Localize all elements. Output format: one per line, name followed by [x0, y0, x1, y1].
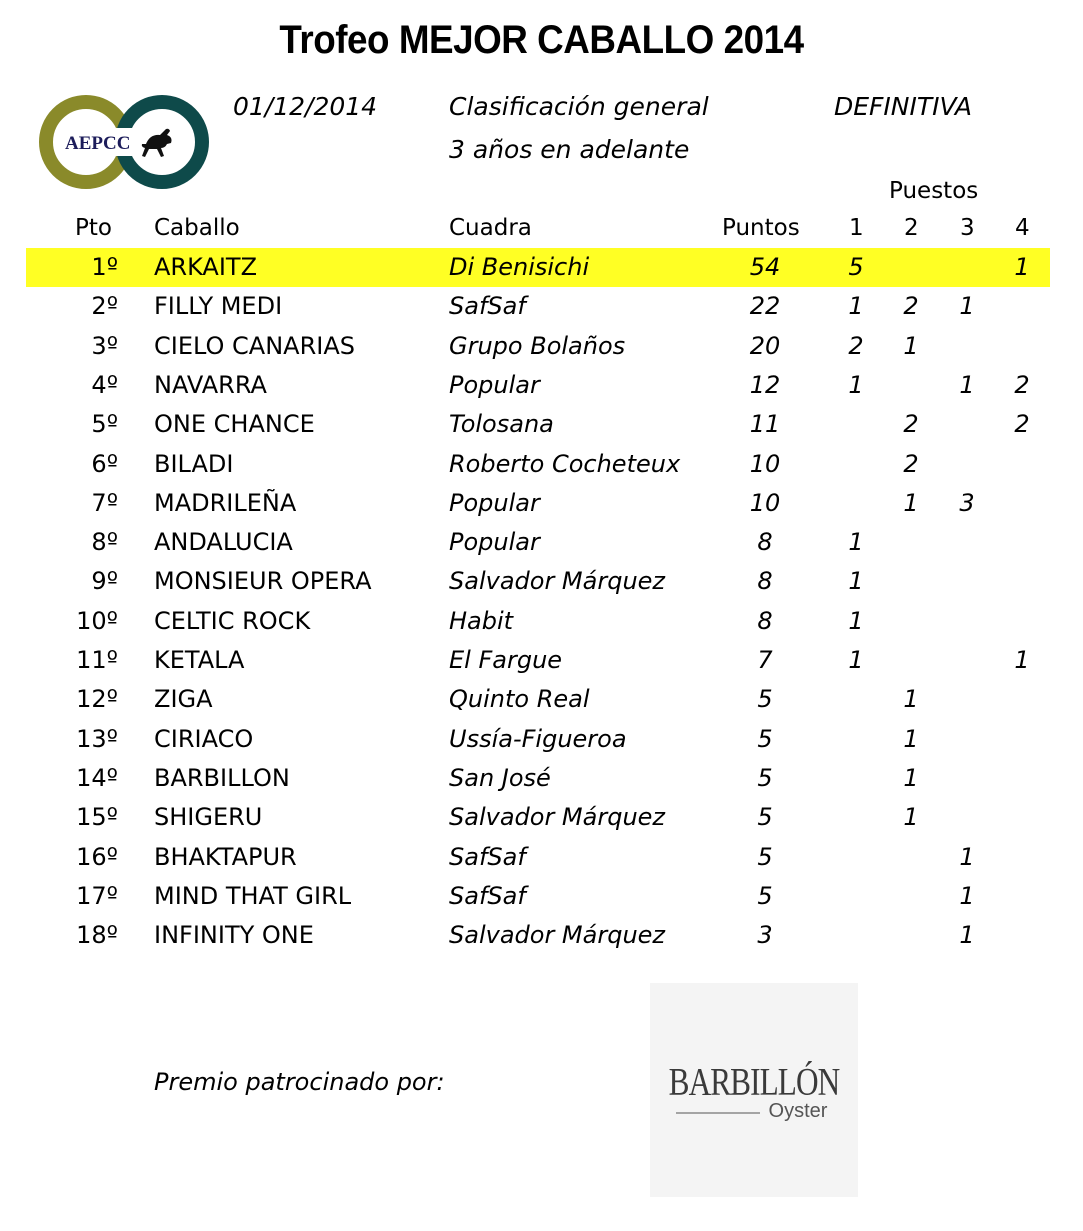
table-row [0, 484, 1083, 523]
cell-pto: 14º [76, 763, 118, 792]
cell-caballo: BILADI [154, 449, 234, 478]
cell-p1: 1 [848, 567, 864, 596]
cell-p3: 1 [959, 921, 975, 950]
cell-p4: 2 [1014, 370, 1030, 399]
status-label: DEFINITIVA [834, 92, 973, 121]
cell-cuadra: Salvador Márquez [449, 567, 666, 596]
puestos-header: Puestos [889, 178, 979, 204]
cell-puntos: 5 [757, 803, 773, 832]
cell-pto: 16º [76, 842, 118, 871]
cell-p1: 5 [848, 253, 864, 281]
cell-cuadra: El Fargue [449, 646, 563, 674]
cell-caballo: MIND THAT GIRL [154, 881, 352, 910]
cell-cuadra: Quinto Real [449, 685, 590, 714]
cell-caballo: BHAKTAPUR [154, 842, 297, 871]
table-row [0, 798, 1083, 837]
table-row [0, 287, 1083, 326]
classification-label: Clasificación general [449, 92, 709, 121]
cell-caballo: CIELO CANARIAS [154, 331, 355, 360]
table-row [0, 562, 1083, 601]
sponsor-logo-line2: Oyster [768, 1100, 828, 1122]
cell-pto: 18º [76, 921, 118, 950]
cell-puntos: 10 [749, 449, 781, 478]
cell-p2: 1 [903, 763, 919, 792]
table-row [0, 327, 1083, 366]
cell-caballo: ONE CHANCE [154, 410, 315, 439]
cell-cuadra: Salvador Márquez [449, 803, 666, 832]
cell-p1: 1 [848, 370, 864, 399]
cell-caballo: BARBILLON [154, 763, 290, 792]
cell-p1: 2 [848, 331, 864, 360]
cell-cuadra: Salvador Márquez [449, 921, 666, 950]
aepcc-logo-text: AEPCC [65, 133, 131, 154]
cell-puntos: 8 [757, 528, 773, 557]
cell-puntos: 10 [749, 488, 781, 517]
table-row [0, 405, 1083, 444]
cell-p2: 2 [903, 410, 919, 439]
cell-p3: 1 [959, 292, 975, 321]
cell-p3: 1 [959, 881, 975, 910]
cell-pto: 9º [91, 567, 118, 596]
cell-cuadra: SafSaf [449, 292, 526, 321]
cell-caballo: MONSIEUR OPERA [154, 567, 372, 596]
cell-caballo: ANDALUCIA [154, 528, 293, 557]
cell-p1: 1 [848, 606, 864, 635]
cell-pto: 5º [91, 410, 118, 439]
cell-pto: 3º [91, 331, 118, 360]
table-row [0, 680, 1083, 719]
cell-puntos: 8 [757, 606, 773, 635]
cell-caballo: ARKAITZ [154, 253, 258, 281]
cell-puntos: 5 [757, 763, 773, 792]
cell-caballo: ZIGA [154, 685, 213, 714]
sponsor-logo [650, 983, 858, 1197]
cell-cuadra: SafSaf [449, 842, 526, 871]
cell-p1: 1 [848, 292, 864, 321]
cell-pto: 2º [91, 292, 118, 321]
cell-p2: 1 [903, 803, 919, 832]
puesto-2-header: 2 [904, 215, 919, 241]
cell-cuadra: SafSaf [449, 881, 526, 910]
cell-pto: 15º [76, 803, 118, 832]
cell-p2: 1 [903, 488, 919, 517]
cell-puntos: 8 [757, 567, 773, 596]
cell-p4: 1 [1014, 646, 1030, 674]
cell-puntos: 5 [757, 881, 773, 910]
cell-pto: 12º [76, 685, 118, 714]
cell-puntos: 3 [757, 921, 773, 950]
cell-pto: 13º [76, 724, 118, 753]
cell-cuadra: Grupo Bolaños [449, 331, 626, 360]
cell-caballo: NAVARRA [154, 370, 267, 399]
cell-puntos: 5 [757, 685, 773, 714]
date: 01/12/2014 [233, 92, 378, 121]
cell-p2: 1 [903, 724, 919, 753]
sponsor-label: Premio patrocinado por: [154, 1068, 445, 1096]
cell-puntos: 11 [749, 410, 781, 439]
cell-caballo: CIRIACO [154, 724, 254, 753]
cell-puntos: 5 [757, 842, 773, 871]
cell-cuadra: Popular [449, 528, 540, 557]
table-row [0, 759, 1083, 798]
table-row [0, 248, 1083, 287]
cell-p2: 1 [903, 331, 919, 360]
cell-pto: 17º [76, 881, 118, 910]
table-row [0, 445, 1083, 484]
cell-pto: 6º [91, 449, 118, 478]
pto-header: Pto [75, 215, 112, 241]
cell-caballo: KETALA [154, 646, 245, 674]
cell-cuadra: Tolosana [449, 410, 554, 439]
cell-cuadra: Habit [449, 606, 514, 635]
cell-cuadra: Popular [449, 370, 540, 399]
table-row [0, 916, 1083, 955]
cell-caballo: SHIGERU [154, 803, 263, 832]
cell-puntos: 54 [749, 253, 781, 281]
cell-p1: 1 [848, 646, 864, 674]
table-row [0, 877, 1083, 916]
cuadra-header: Cuadra [449, 215, 532, 241]
cell-puntos: 22 [749, 292, 781, 321]
cell-cuadra: San José [449, 763, 551, 792]
cell-pto: 4º [91, 370, 118, 399]
cell-cuadra: Di Benisichi [449, 253, 590, 281]
cell-puntos: 5 [757, 724, 773, 753]
cell-pto: 11º [76, 646, 118, 674]
cell-p2: 1 [903, 685, 919, 714]
caballo-header: Caballo [154, 215, 240, 241]
cell-p4: 2 [1014, 410, 1030, 439]
cell-puntos: 20 [749, 331, 781, 360]
sponsor-logo-line1: BARBILLÓN [668, 1059, 840, 1104]
cell-caballo: CELTIC ROCK [154, 606, 311, 635]
cell-p4: 1 [1014, 253, 1030, 281]
category-label: 3 años en adelante [449, 135, 690, 164]
cell-puntos: 7 [757, 646, 773, 674]
cell-p3: 3 [959, 488, 975, 517]
cell-pto: 1º [91, 253, 118, 281]
puesto-4-header: 4 [1015, 215, 1030, 241]
table-row [0, 720, 1083, 759]
cell-cuadra: Roberto Cocheteux [449, 449, 681, 478]
cell-p1: 1 [848, 528, 864, 557]
cell-caballo: INFINITY ONE [154, 921, 314, 950]
aepcc-logo [38, 92, 213, 192]
cell-cuadra: Ussía-Figueroa [449, 724, 627, 753]
puntos-header: Puntos [722, 215, 800, 241]
cell-puntos: 12 [749, 370, 781, 399]
cell-caballo: FILLY MEDI [154, 292, 283, 321]
table-row [0, 523, 1083, 562]
cell-p3: 1 [959, 370, 975, 399]
cell-p2: 2 [903, 292, 919, 321]
table-row [0, 602, 1083, 641]
puesto-1-header: 1 [849, 215, 864, 241]
table-row [0, 366, 1083, 405]
cell-pto: 7º [91, 488, 118, 517]
table-row [0, 838, 1083, 877]
table-row [0, 641, 1083, 680]
cell-cuadra: Popular [449, 488, 540, 517]
cell-pto: 10º [76, 606, 118, 635]
cell-pto: 8º [91, 528, 118, 557]
puesto-3-header: 3 [960, 215, 975, 241]
cell-p2: 2 [903, 449, 919, 478]
cell-p3: 1 [959, 842, 975, 871]
cell-caballo: MADRILEÑA [154, 488, 297, 517]
page-title: Trofeo MEJOR CABALLO 2014 [279, 18, 804, 62]
